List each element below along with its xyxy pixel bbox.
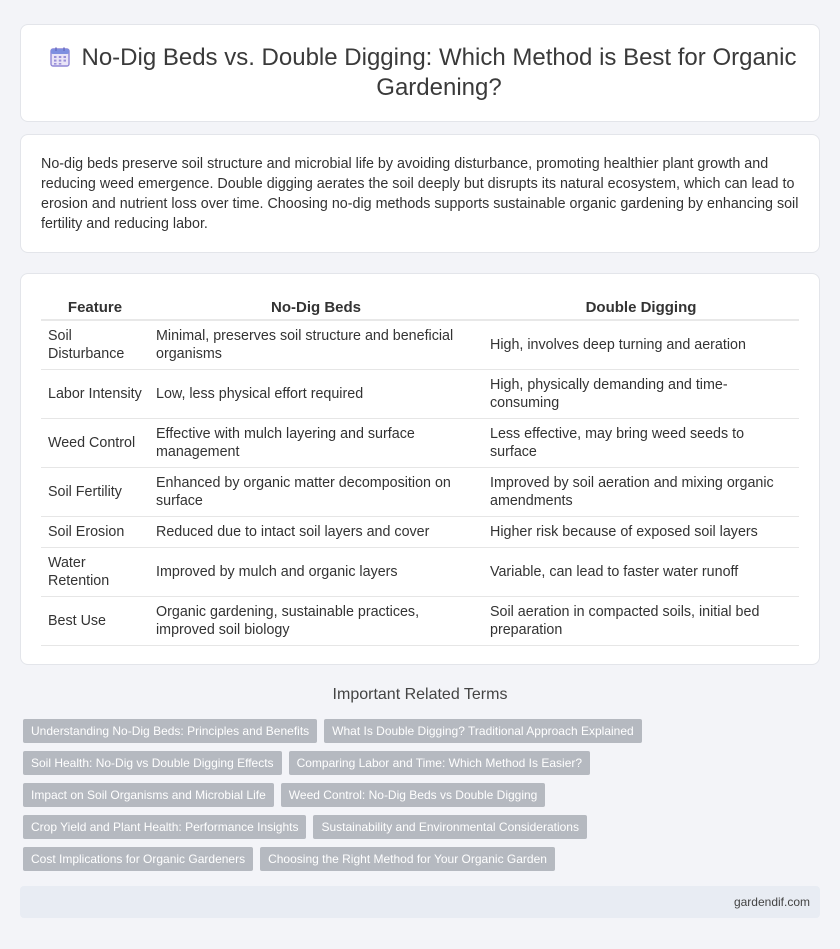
related-terms-title: Important Related Terms	[332, 686, 508, 703]
header-double-digging: Double Digging	[483, 294, 799, 320]
header-no-dig: No-Dig Beds	[149, 294, 483, 320]
cell-feature: Best Use	[41, 596, 149, 645]
cell-no-dig: Improved by mulch and organic layers	[149, 547, 483, 596]
related-term-tag[interactable]: Soil Health: No-Dig vs Double Digging Effects	[23, 751, 282, 775]
cell-no-dig: Low, less physical effort required	[149, 369, 483, 418]
cell-double-digging: High, involves deep turning and aeration	[483, 320, 799, 369]
cell-feature: Soil Disturbance	[41, 320, 149, 369]
related-term-tag[interactable]: Weed Control: No-Dig Beds vs Double Digging	[281, 783, 546, 807]
cell-double-digging: Soil aeration in compacted soils, initial bed preparation	[483, 596, 799, 645]
related-term-tag[interactable]: Comparing Labor and Time: Which Method Is Easier?	[289, 751, 590, 775]
cell-no-dig: Organic gardening, sustainable practices, improved soil biology	[149, 596, 483, 645]
cell-feature: Weed Control	[41, 418, 149, 467]
intro-paragraph: No-dig beds preserve soil structure and microbial life by avoiding disturbance, promoting healthier plant growth and reducing weed emergence. Double digging aerates the soil deeply but disrupts its natural ecosystem, which can lead to erosion and nutrient loss over time. Choosing no-dig methods supports sustainable organic gardening by enhancing soil fertility and reducing labor.	[41, 156, 799, 232]
related-term-tag[interactable]: Crop Yield and Plant Health: Performance Insights	[23, 815, 306, 839]
related-term-tag[interactable]: Impact on Soil Organisms and Microbial Life	[23, 783, 274, 807]
related-term-tag[interactable]: Understanding No-Dig Beds: Principles and Benefits	[23, 719, 317, 743]
table-row	[41, 320, 799, 369]
related-terms-list	[23, 719, 723, 879]
cell-double-digging: Less effective, may bring weed seeds to surface	[483, 418, 799, 467]
table-row	[41, 369, 799, 418]
table-header-row	[41, 294, 799, 320]
table-row	[41, 596, 799, 645]
related-term-tag[interactable]: Choosing the Right Method for Your Organic Garden	[260, 847, 555, 871]
related-term-tag[interactable]: What Is Double Digging? Traditional Approach Explained	[324, 719, 642, 743]
cell-no-dig: Effective with mulch layering and surface management	[149, 418, 483, 467]
table-row	[41, 516, 799, 547]
title-card	[20, 24, 820, 122]
cell-feature: Water Retention	[41, 547, 149, 596]
comparison-table	[41, 294, 799, 646]
comparison-table-card	[20, 273, 820, 665]
table-row	[41, 418, 799, 467]
related-term-tag[interactable]: Cost Implications for Organic Gardeners	[23, 847, 253, 871]
cell-feature: Soil Erosion	[41, 516, 149, 547]
cell-double-digging: Higher risk because of exposed soil layers	[483, 516, 799, 547]
table-row	[41, 547, 799, 596]
cell-no-dig: Minimal, preserves soil structure and beneficial organisms	[149, 320, 483, 369]
cell-double-digging: Improved by soil aeration and mixing organic amendments	[483, 467, 799, 516]
related-term-tag[interactable]: Sustainability and Environmental Considerations	[313, 815, 586, 839]
cell-no-dig: Reduced due to intact soil layers and cover	[149, 516, 483, 547]
table-row	[41, 467, 799, 516]
cell-double-digging: High, physically demanding and time-consuming	[483, 369, 799, 418]
header-feature: Feature	[41, 294, 149, 320]
intro-card	[20, 134, 820, 253]
cell-feature: Soil Fertility	[41, 467, 149, 516]
page-title: No-Dig Beds vs. Double Digging: Which Method is Best for Organic Gardening?	[81, 44, 797, 101]
cell-feature: Labor Intensity	[41, 369, 149, 418]
footer-site-link[interactable]: gardendif.com	[733, 895, 810, 909]
cell-double-digging: Variable, can lead to faster water runoff	[483, 547, 799, 596]
footer	[20, 886, 820, 918]
cell-no-dig: Enhanced by organic matter decomposition on surface	[149, 467, 483, 516]
